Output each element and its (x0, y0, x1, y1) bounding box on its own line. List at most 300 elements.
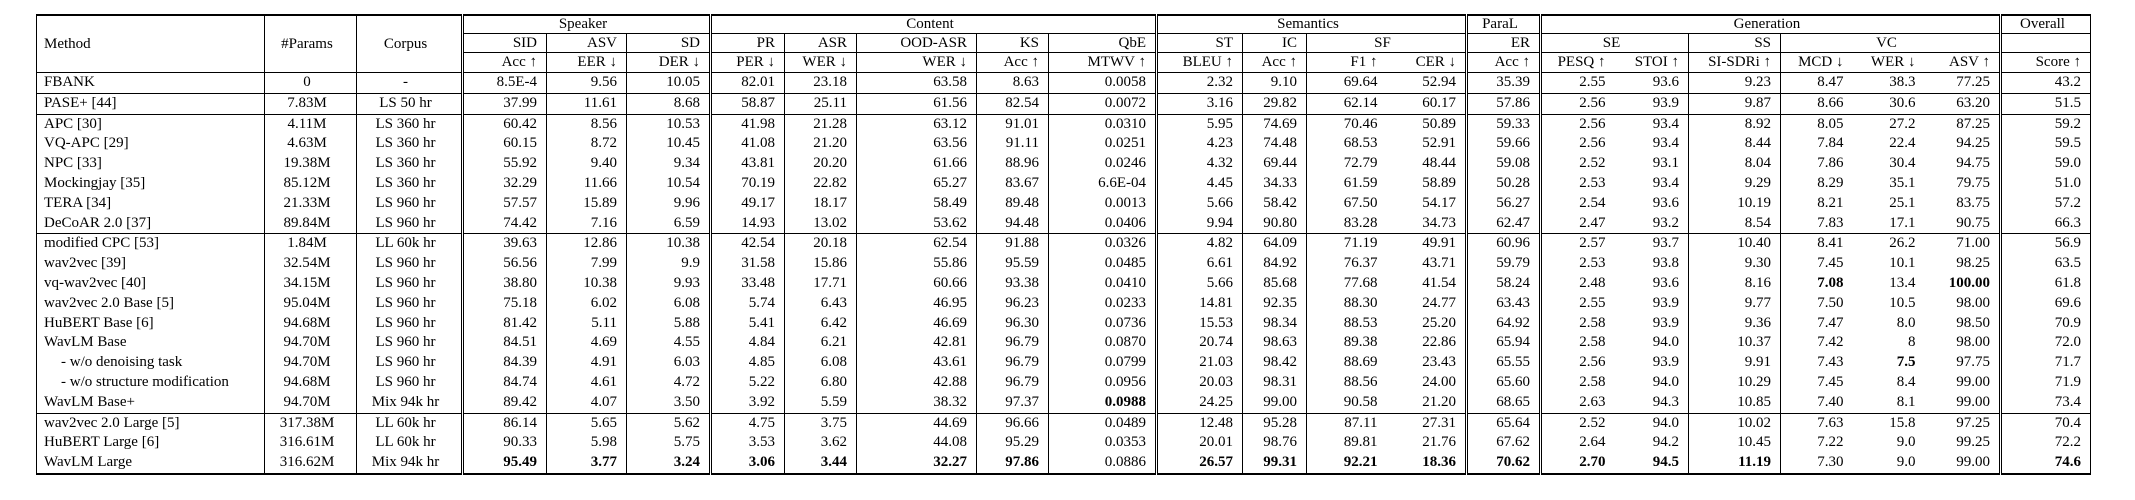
score-cell: 93.9 (1652, 314, 1679, 331)
score-cell: 52.91 (1422, 135, 1456, 152)
score-cell: 2.53 (1541, 254, 1615, 274)
score-cell: 32.29 (463, 174, 547, 194)
score-cell: 22.86 (1422, 334, 1456, 351)
score-cell: 58.42 (1243, 194, 1307, 214)
score-cell: 97.25 (1925, 413, 2001, 433)
table-row (37, 134, 2091, 154)
score-cell: 17.1 (1889, 214, 1916, 231)
corpus-cell: LS 960 hr (357, 274, 463, 294)
score-cell: 94.5 (1652, 454, 1679, 471)
score-cell: 10.19 (1689, 194, 1781, 214)
group-header: Semantics (1157, 15, 1467, 34)
params-cell: 7.83M (265, 93, 357, 114)
method-cell: APC [30] (37, 114, 265, 134)
corpus-cell: LS 960 hr (357, 314, 463, 334)
params-cell: 1.84M (265, 234, 357, 254)
score-cell: 8 (1908, 334, 1916, 351)
score-cell: 30.6 (1853, 93, 1925, 114)
params-cell: 95.04M (265, 294, 357, 314)
score-cell: 55.86 (857, 254, 977, 274)
score-cell: 35.39 (1467, 73, 1541, 94)
score-cell: 74.6 (2001, 453, 2091, 474)
score-cell: 34.33 (1243, 174, 1307, 194)
score-cell: 0.0410 (1049, 274, 1157, 294)
score-cell: 59.33 (1467, 114, 1541, 134)
score-cell: 25.11 (785, 93, 857, 114)
score-cell: 10.53 (627, 114, 711, 134)
score-cell: 9.29 (1689, 174, 1781, 194)
score-cell: 5.75 (627, 433, 711, 453)
score-cell: 87.11 (1307, 413, 1387, 433)
score-cell: 0.0870 (1049, 333, 1157, 353)
table-row (37, 254, 2091, 274)
score-cell: 29.82 (1243, 93, 1307, 114)
score-cell: 0.0072 (1049, 93, 1157, 114)
score-cell: 7.16 (547, 214, 627, 234)
score-cell: 8.05 (1781, 114, 1853, 134)
score-cell: 99.00 (1956, 393, 1990, 410)
score-cell: 3.50 (627, 393, 711, 413)
score-cell: 6.6E-04 (1049, 174, 1157, 194)
task-header: IC (1243, 34, 1307, 53)
params-cell: 19.38M (265, 154, 357, 174)
score-cell: 71.00 (1925, 234, 2001, 254)
score-cell: 57.2 (2001, 194, 2091, 214)
score-cell: 4.72 (627, 373, 711, 393)
score-cell: 76.37 (1307, 254, 1387, 274)
score-cell: 41.98 (711, 114, 785, 134)
score-cell: 98.76 (1243, 433, 1307, 453)
score-cell: 3.16 (1157, 93, 1243, 114)
score-cell: 4.45 (1157, 174, 1243, 194)
score-cell: 59.79 (1467, 254, 1541, 274)
score-cell: 10.1 (1889, 255, 1916, 272)
score-cell: 63.56 (857, 134, 977, 154)
score-cell: 0.0988 (1049, 393, 1157, 413)
score-cell: 8.68 (627, 93, 711, 114)
score-cell: 90.75 (1956, 214, 1990, 231)
score-cell: 9.96 (627, 194, 711, 214)
score-cell: 10.85 (1689, 393, 1781, 413)
score-cell: 7.30 (1781, 453, 1853, 474)
score-cell: 5.62 (627, 413, 711, 433)
score-cell: 90.80 (1243, 214, 1307, 234)
score-cell: 93.4 (1615, 114, 1689, 134)
score-cell: 98.42 (1243, 353, 1307, 373)
score-cell: 90.58 (1307, 393, 1387, 413)
score-cell: 93.8 (1652, 255, 1679, 272)
corpus-cell: LS 360 hr (357, 174, 463, 194)
score-cell: 35.1 (1889, 174, 1916, 191)
table-row (37, 73, 2091, 94)
score-cell: 2.56 (1541, 114, 1615, 134)
score-cell: 91.01 (977, 114, 1049, 134)
score-cell: 5.74 (711, 294, 785, 314)
corpus-cell: LS 960 hr (357, 254, 463, 274)
metric-header: WER ↓ (857, 53, 977, 73)
score-cell: 56.9 (2001, 234, 2091, 254)
score-cell: 0.0246 (1049, 154, 1157, 174)
score-cell: 98.00 (1956, 334, 1990, 351)
score-cell: 83.67 (977, 174, 1049, 194)
score-cell: 9.34 (627, 154, 711, 174)
score-cell: 33.48 (711, 274, 785, 294)
score-cell: 6.80 (785, 373, 857, 393)
score-cell: 63.58 (857, 73, 977, 94)
score-cell: 92.35 (1243, 294, 1307, 314)
score-cell: 61.66 (857, 154, 977, 174)
score-cell: 6.43 (785, 294, 857, 314)
score-cell: 3.62 (785, 433, 857, 453)
score-cell: 30.4 (1889, 155, 1916, 172)
metric-header: Acc ↑ (1467, 53, 1541, 73)
params-cell: 85.12M (265, 174, 357, 194)
score-cell: 68.65 (1467, 393, 1541, 413)
score-cell: 21.28 (785, 114, 857, 134)
score-cell: 7.45 (1781, 254, 1853, 274)
score-cell: 6.08 (785, 353, 857, 373)
score-cell: 58.49 (857, 194, 977, 214)
score-cell: 83.75 (1956, 194, 1990, 211)
score-cell: 9.10 (1243, 73, 1307, 94)
task-header (2001, 34, 2091, 53)
score-cell: 5.59 (785, 393, 857, 413)
score-cell: 70.9 (2001, 314, 2091, 334)
score-cell: 98.00 (1956, 294, 1990, 311)
score-cell: 50.28 (1467, 174, 1541, 194)
score-cell: 2.53 (1541, 174, 1615, 194)
score-cell: 10.02 (1689, 413, 1781, 433)
score-cell: 7.43 (1781, 353, 1853, 373)
score-cell: 21.76 (1422, 434, 1456, 451)
score-cell: 10.40 (1689, 234, 1781, 254)
metric-header: WER ↓ (1853, 53, 1925, 73)
score-cell: 4.23 (1157, 134, 1243, 154)
params-cell: 316.61M (265, 433, 357, 453)
score-cell: 93.4 (1652, 174, 1679, 191)
table-row (37, 333, 2091, 353)
score-cell: 99.00 (1243, 393, 1307, 413)
score-cell: 95.29 (977, 433, 1049, 453)
score-cell: 58.24 (1467, 274, 1541, 294)
score-cell: 27.2 (1853, 114, 1925, 134)
score-cell: 41.08 (711, 134, 785, 154)
table-row (37, 294, 2091, 314)
method-cell: TERA [34] (44, 194, 112, 211)
score-cell: 93.1 (1652, 155, 1679, 172)
score-cell: 3.24 (627, 453, 711, 474)
table-row (37, 114, 2091, 134)
score-cell: 4.75 (711, 413, 785, 433)
score-cell: 8.56 (547, 114, 627, 134)
score-cell: 2.48 (1541, 274, 1615, 294)
score-cell: 95.49 (463, 453, 547, 474)
score-cell: 6.08 (627, 294, 711, 314)
metric-header: DER ↓ (627, 53, 711, 73)
score-cell: 11.19 (1689, 453, 1781, 474)
score-cell: 12.48 (1157, 413, 1243, 433)
score-cell: 20.01 (1157, 433, 1243, 453)
params-cell: 94.70M (265, 353, 357, 373)
score-cell: 31.58 (711, 254, 785, 274)
score-cell: 9.91 (1689, 353, 1781, 373)
score-cell: 8.0 (1896, 314, 1916, 331)
score-cell: 42.88 (857, 373, 977, 393)
score-cell: 84.51 (463, 333, 547, 353)
score-cell: 8.1 (1896, 393, 1916, 410)
score-cell: 82.01 (711, 73, 785, 94)
score-cell: 59.0 (2001, 154, 2091, 174)
score-cell: 74.69 (1243, 114, 1307, 134)
score-cell: 59.2 (2001, 114, 2091, 134)
score-cell: 4.32 (1157, 154, 1243, 174)
score-cell: 55.92 (463, 154, 547, 174)
score-cell: 58.89 (1422, 174, 1456, 191)
task-header: PR (711, 34, 785, 53)
score-cell: 7.84 (1781, 134, 1853, 154)
score-cell: 22.4 (1889, 135, 1916, 152)
corpus-cell: LS 960 hr (357, 214, 463, 234)
score-cell: 94.25 (1956, 135, 1990, 152)
score-cell: 8.29 (1781, 174, 1853, 194)
score-cell: 0.0485 (1049, 254, 1157, 274)
score-cell: 54.17 (1422, 194, 1456, 211)
group-header: Content (711, 15, 1157, 34)
results-table (36, 14, 2091, 475)
score-cell: 61.56 (857, 93, 977, 114)
corpus-cell: LL 60k hr (357, 234, 463, 254)
score-cell: 4.07 (547, 393, 627, 413)
score-cell: 99.00 (1956, 454, 1990, 471)
column-header: #Params (265, 15, 357, 73)
score-cell: 94.0 (1652, 373, 1679, 390)
params-cell: 94.70M (265, 393, 357, 413)
task-header: QbE (1049, 34, 1157, 53)
score-cell: 9.77 (1689, 294, 1781, 314)
score-cell: 2.52 (1541, 154, 1615, 174)
metric-header: PER ↓ (711, 53, 785, 73)
method-cell: wav2vec 2.0 Large [5] (37, 413, 265, 433)
score-cell: 62.54 (857, 234, 977, 254)
score-cell: 7.42 (1781, 333, 1853, 353)
score-cell: 6.42 (785, 314, 857, 334)
task-header: SE (1541, 34, 1689, 53)
score-cell: 84.74 (463, 373, 547, 393)
score-cell: 93.9 (1652, 294, 1679, 311)
score-cell: 43.81 (711, 154, 785, 174)
score-cell: 2.56 (1541, 134, 1615, 154)
task-header: SS (1689, 34, 1781, 53)
score-cell: 58.87 (711, 93, 785, 114)
metric-header: CER ↓ (1387, 53, 1467, 73)
score-cell: 37.99 (463, 93, 547, 114)
score-cell: 8.92 (1689, 114, 1781, 134)
score-cell: 5.98 (547, 433, 627, 453)
method-cell: wav2vec 2.0 Base [5] (44, 294, 174, 311)
score-cell: 41.54 (1422, 274, 1456, 291)
score-cell: 70.62 (1467, 453, 1541, 474)
score-cell: 15.53 (1157, 314, 1243, 334)
score-cell: 9.93 (627, 274, 711, 294)
table-row (37, 433, 2091, 453)
score-cell: 96.66 (977, 413, 1049, 433)
score-cell: 20.18 (785, 234, 857, 254)
score-cell: 93.9 (1615, 93, 1689, 114)
params-cell: 317.38M (265, 413, 357, 433)
metric-header: SI-SDRi ↑ (1689, 53, 1781, 73)
score-cell: 0.0353 (1049, 433, 1157, 453)
score-cell: 9.9 (627, 254, 711, 274)
score-cell: 0.0489 (1049, 413, 1157, 433)
table-row (37, 194, 2091, 214)
score-cell: 17.71 (785, 274, 857, 294)
method-cell: NPC [33] (44, 155, 102, 172)
score-cell: 49.91 (1387, 234, 1467, 254)
score-cell: 25.20 (1422, 314, 1456, 331)
score-cell: 15.89 (547, 194, 627, 214)
score-cell: 83.28 (1307, 214, 1387, 234)
corpus-cell: Mix 94k hr (357, 393, 463, 413)
score-cell: 95.28 (1243, 413, 1307, 433)
params-cell: 89.84M (265, 214, 357, 234)
score-cell: 5.65 (547, 413, 627, 433)
score-cell: 89.38 (1307, 333, 1387, 353)
score-cell: 6.21 (785, 333, 857, 353)
params-cell: 34.15M (265, 274, 357, 294)
score-cell: 71.9 (2001, 373, 2091, 393)
score-cell: 2.52 (1541, 413, 1615, 433)
score-cell: 79.75 (1956, 174, 1990, 191)
method-cell: - w/o structure modification (61, 373, 229, 390)
score-cell: 7.50 (1781, 294, 1853, 314)
score-cell: 9.30 (1689, 254, 1781, 274)
corpus-cell: LS 360 hr (357, 114, 463, 134)
score-cell: 7.83 (1781, 214, 1853, 234)
params-cell: 21.33M (265, 194, 357, 214)
score-cell: 8.44 (1689, 134, 1781, 154)
score-cell: 5.95 (1157, 114, 1243, 134)
score-cell: 93.6 (1652, 74, 1679, 90)
method-cell: DeCoAR 2.0 [37] (44, 214, 152, 231)
score-cell: 72.0 (2001, 333, 2091, 353)
score-cell: 70.19 (711, 174, 785, 194)
score-cell: 9.0 (1896, 434, 1916, 451)
score-cell: 43.71 (1422, 255, 1456, 272)
corpus-cell: LL 60k hr (357, 413, 463, 433)
params-cell: 316.62M (265, 453, 357, 474)
score-cell: 65.55 (1467, 353, 1541, 373)
column-header: Method (37, 15, 265, 73)
score-cell: 7.99 (547, 254, 627, 274)
score-cell: 63.5 (2001, 254, 2091, 274)
group-header: Generation (1541, 15, 2001, 34)
task-header: ER (1467, 34, 1541, 53)
score-cell: 77.25 (1956, 74, 1990, 90)
table-row (37, 413, 2091, 433)
score-cell: 8.54 (1689, 214, 1781, 234)
score-cell: 97.86 (977, 453, 1049, 474)
score-cell: 10.38 (547, 274, 627, 294)
score-cell: 38.3 (1889, 74, 1916, 90)
score-cell: 23.43 (1422, 354, 1456, 371)
score-cell: 65.60 (1467, 373, 1541, 393)
score-cell: 10.38 (627, 234, 711, 254)
score-cell: 7.86 (1781, 154, 1853, 174)
score-cell: 96.79 (977, 353, 1049, 373)
score-cell: 24.25 (1157, 393, 1243, 413)
method-cell: WavLM Large (44, 454, 133, 471)
metric-header: Acc ↑ (1243, 53, 1307, 73)
score-cell: 93.9 (1652, 354, 1679, 371)
score-cell: 2.58 (1541, 373, 1615, 393)
score-cell: 7.22 (1781, 433, 1853, 453)
corpus-cell: - (357, 73, 463, 94)
score-cell: 38.32 (857, 393, 977, 413)
score-cell: 0.0799 (1049, 353, 1157, 373)
score-cell: 21.03 (1157, 353, 1243, 373)
score-cell: 38.80 (463, 274, 547, 294)
score-cell: 91.88 (977, 234, 1049, 254)
score-cell: 15.8 (1853, 413, 1925, 433)
task-header: ST (1157, 34, 1243, 53)
score-cell: 97.37 (977, 393, 1049, 413)
score-cell: 60.17 (1387, 93, 1467, 114)
score-cell: 93.6 (1652, 274, 1679, 291)
score-cell: 6.02 (547, 294, 627, 314)
score-cell: 10.05 (627, 73, 711, 94)
score-cell: 3.06 (711, 453, 785, 474)
params-cell: 4.11M (265, 114, 357, 134)
score-cell: 59.66 (1467, 134, 1541, 154)
score-cell: 23.18 (785, 73, 857, 94)
score-cell: 90.33 (463, 433, 547, 453)
score-cell: 0.0013 (1049, 194, 1157, 214)
score-cell: 8.63 (977, 73, 1049, 94)
method-cell: WavLM Base+ (44, 393, 135, 410)
score-cell: 99.31 (1243, 453, 1307, 474)
table-row (37, 214, 2091, 234)
metric-header: F1 ↑ (1307, 53, 1387, 73)
score-cell: 7.5 (1896, 354, 1916, 371)
score-cell: 2.58 (1541, 314, 1615, 334)
score-cell: 51.0 (2001, 174, 2091, 194)
score-cell: 5.88 (627, 314, 711, 334)
score-cell: 93.4 (1652, 135, 1679, 152)
score-cell: 8.21 (1781, 194, 1853, 214)
score-cell: 5.66 (1157, 274, 1243, 294)
score-cell: 64.09 (1243, 234, 1307, 254)
score-cell: 7.63 (1781, 413, 1853, 433)
score-cell: 12.86 (547, 234, 627, 254)
header-row-groups (37, 15, 2091, 34)
score-cell: 42.54 (711, 234, 785, 254)
score-cell: 21.20 (1422, 393, 1456, 410)
metric-header: BLEU ↑ (1157, 53, 1243, 73)
score-cell: 96.23 (977, 294, 1049, 314)
score-cell: 69.6 (2001, 294, 2091, 314)
score-cell: 42.81 (857, 333, 977, 353)
score-cell: 6.59 (627, 214, 711, 234)
score-cell: 13.02 (785, 214, 857, 234)
corpus-cell: LS 960 hr (357, 373, 463, 393)
score-cell: 2.70 (1541, 453, 1615, 474)
table-row (37, 93, 2091, 114)
score-cell: 10.5 (1889, 294, 1916, 311)
score-cell: 32.27 (857, 453, 977, 474)
score-cell: 74.42 (463, 214, 547, 234)
score-cell: 60.96 (1467, 234, 1541, 254)
table-row (37, 393, 2091, 413)
